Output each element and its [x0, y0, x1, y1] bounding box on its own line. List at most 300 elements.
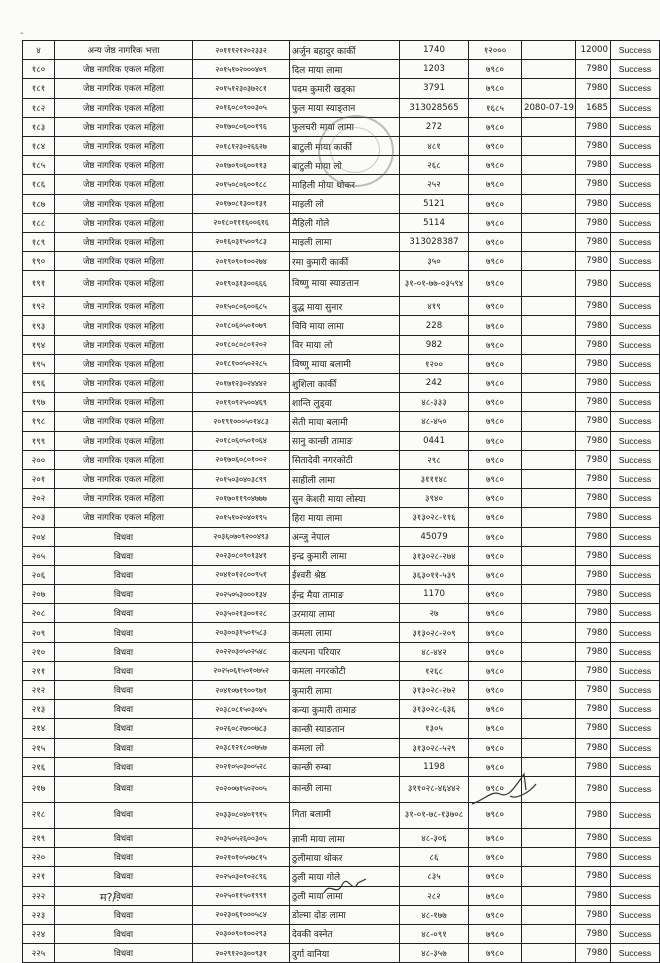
status-cell: Success: [611, 194, 660, 213]
table-row: [23, 335, 660, 354]
citizenship-number-cell: ४८-३५७: [400, 944, 469, 963]
citizenship-number-cell: 1203: [400, 60, 469, 79]
citizenship-number-cell: 1170: [400, 585, 469, 604]
beneficiary-id-cell: २०२२०३०५०२५४८: [193, 642, 290, 661]
citizenship-number-cell: ३१-०१-७७-०३५९४: [400, 271, 469, 297]
category-cell: विधवा: [55, 848, 193, 867]
payment-date-cell: [522, 867, 576, 886]
citizenship-number-cell: १३०५: [400, 719, 469, 738]
beneficiary-name-cell: ज्ञानी माया लामा: [290, 828, 400, 847]
citizenship-number-cell: ३१३०२८-२०९: [400, 623, 469, 642]
citizenship-number-cell: ४८-३०६: [400, 828, 469, 847]
table-row: [23, 757, 660, 776]
beneficiary-id-cell: २०१८१००५०२२८५: [193, 354, 290, 373]
beneficiary-name-cell: शान्ति लुड्वा: [290, 393, 400, 412]
beneficiary-name-cell: माइली लामा: [290, 232, 400, 251]
payment-date-cell: [522, 661, 576, 680]
payment-date-cell: [522, 431, 576, 450]
paid-amount-cell: 7980: [576, 776, 611, 802]
status-cell: Success: [611, 565, 660, 584]
table-row: [23, 156, 660, 175]
beneficiary-id-cell: २०३००३१५०१५८३: [193, 623, 290, 642]
beneficiary-id-cell: २०४१०१२८००९५१: [193, 565, 290, 584]
status-cell: Success: [611, 944, 660, 963]
allowance-amount-cell: ७९८०: [469, 848, 522, 867]
beneficiary-id-cell: २०१७०८१३००१३१: [193, 194, 290, 213]
beneficiary-name-cell: विष्णु माया बलामी: [290, 354, 400, 373]
allowance-amount-cell: ७९८०: [469, 905, 522, 924]
category-cell: जेष्ठ नागरिक एकल महिला: [55, 156, 193, 175]
beneficiary-id-cell: २०१७०११९०४७७७: [193, 489, 290, 508]
category-cell: अन्य जेष्ठ नागरिक भत्ता: [55, 41, 193, 60]
serial-number-cell: १९५: [23, 354, 55, 373]
paid-amount-cell: 7980: [576, 681, 611, 700]
paid-amount-cell: 7980: [576, 194, 611, 213]
category-cell: विधवा: [55, 527, 193, 546]
beneficiary-name-cell: सानु कान्छी तामाङ: [290, 431, 400, 450]
paid-amount-cell: 7980: [576, 213, 611, 232]
beneficiary-id-cell: २०१७१२३०२४४४२: [193, 374, 290, 393]
beneficiary-id-cell: २०२६०८२७००७८३: [193, 719, 290, 738]
serial-number-cell: ४: [23, 41, 55, 60]
serial-number-cell: १८९: [23, 232, 55, 251]
citizenship-number-cell: २९८: [400, 450, 469, 469]
paid-amount-cell: 7980: [576, 905, 611, 924]
serial-number-cell: २०७: [23, 585, 55, 604]
table-body: [23, 41, 660, 963]
table-row: [23, 700, 660, 719]
table-row: [23, 213, 660, 232]
paid-amount-cell: 7980: [576, 117, 611, 136]
category-cell: विधवा: [55, 886, 193, 905]
serial-number-cell: १९३: [23, 316, 55, 335]
serial-number-cell: २२२: [23, 886, 55, 905]
category-cell: जेष्ठ नागरिक एकल महिला: [55, 469, 193, 488]
allowance-amount-cell: ७९८०: [469, 642, 522, 661]
category-cell: जेष्ठ नागरिक एकल महिला: [55, 393, 193, 412]
serial-number-cell: १८८: [23, 213, 55, 232]
category-cell: विधवा: [55, 623, 193, 642]
category-cell: जेष्ठ नागरिक एकल महिला: [55, 316, 193, 335]
serial-number-cell: २२१: [23, 867, 55, 886]
allowance-amount-cell: ७९८०: [469, 117, 522, 136]
status-cell: Success: [611, 489, 660, 508]
status-cell: Success: [611, 757, 660, 776]
table-row: [23, 412, 660, 431]
beneficiary-name-cell: दिल माया लामा: [290, 60, 400, 79]
serial-number-cell: १९७: [23, 393, 55, 412]
beneficiary-name-cell: फुल माया स्याङ्तान: [290, 98, 400, 117]
status-cell: Success: [611, 354, 660, 373]
beneficiary-name-cell: बाटुली माया कार्की: [290, 136, 400, 155]
table-row: [23, 175, 660, 194]
beneficiary-id-cell: २०३६०७०९२००४९३: [193, 527, 290, 546]
beneficiary-name-cell: कमला नगरकोटी: [290, 661, 400, 680]
beneficiary-id-cell: २०१५१२३०३७२८१: [193, 79, 290, 98]
paid-amount-cell: 7980: [576, 354, 611, 373]
beneficiary-id-cell: २०१९०३१३००६६६: [193, 271, 290, 297]
allowance-amount-cell: ७९८०: [469, 175, 522, 194]
allowance-amount-cell: ७९८०: [469, 738, 522, 757]
citizenship-number-cell: २६८: [400, 156, 469, 175]
payment-date-cell: [522, 700, 576, 719]
beneficiary-name-cell: हिरा माया लामा: [290, 508, 400, 527]
beneficiary-name-cell: रमा कुमारी कार्की: [290, 252, 400, 271]
status-cell: Success: [611, 585, 660, 604]
beneficiary-name-cell: कन्या कुमारी तामाङ: [290, 700, 400, 719]
allowance-amount-cell: ७९८०: [469, 469, 522, 488]
allowance-amount-cell: ७९८०: [469, 527, 522, 546]
serial-number-cell: १९१: [23, 271, 55, 297]
beneficiary-id-cell: २०१८०६०५०१०६४: [193, 431, 290, 450]
citizenship-number-cell: ३११०२८-४६४४२: [400, 776, 469, 802]
category-cell: जेष्ठ नागरिक एकल महिला: [55, 232, 193, 251]
beneficiary-id-cell: २०३८०८१५०३०४५: [193, 700, 290, 719]
allowance-amount-cell: ७९८०: [469, 412, 522, 431]
payment-date-cell: 2080-07-19: [522, 98, 576, 117]
category-cell: विधवा: [55, 565, 193, 584]
allowance-amount-cell: ७९८०: [469, 802, 522, 828]
payment-date-cell: [522, 60, 576, 79]
serial-number-cell: २०५: [23, 546, 55, 565]
beneficiary-name-cell: साहीली लामा: [290, 469, 400, 488]
payment-date-cell: [522, 354, 576, 373]
serial-number-cell: १८३: [23, 117, 55, 136]
table-row: [23, 374, 660, 393]
beneficiary-name-cell: शुशिला कार्की: [290, 374, 400, 393]
serial-number-cell: २१८: [23, 802, 55, 828]
serial-number-cell: २११: [23, 661, 55, 680]
category-cell: विधवा: [55, 867, 193, 886]
payment-date-cell: [522, 469, 576, 488]
status-cell: Success: [611, 450, 660, 469]
status-cell: Success: [611, 252, 660, 271]
beneficiary-table: [22, 40, 660, 963]
table-row: [23, 623, 660, 642]
beneficiary-id-cell: २०२५०११५०१९९१: [193, 886, 290, 905]
allowance-amount-cell: ७९८०: [469, 944, 522, 963]
beneficiary-name-cell: विवि माया लामा: [290, 316, 400, 335]
table-row: [23, 194, 660, 213]
citizenship-number-cell: 5114: [400, 213, 469, 232]
status-cell: Success: [611, 546, 660, 565]
paid-amount-cell: 7980: [576, 738, 611, 757]
citizenship-number-cell: ४८-३३३: [400, 393, 469, 412]
citizenship-number-cell: ३१३०२८-५२९: [400, 738, 469, 757]
beneficiary-id-cell: २०१९१०००५०१४८३: [193, 412, 290, 431]
beneficiary-name-cell: उरमाया लामा: [290, 604, 400, 623]
payment-date-cell: [522, 604, 576, 623]
citizenship-number-cell: २५२: [400, 175, 469, 194]
beneficiary-name-cell: पदम कुमारी खड्का: [290, 79, 400, 98]
allowance-amount-cell: ७९८०: [469, 431, 522, 450]
category-cell: जेष्ठ नागरिक एकल महिला: [55, 412, 193, 431]
category-cell: विधवा: [55, 642, 193, 661]
allowance-amount-cell: ७९८०: [469, 450, 522, 469]
table-row: [23, 681, 660, 700]
category-cell: विधवा: [55, 924, 193, 943]
paid-amount-cell: 7980: [576, 79, 611, 98]
payment-date-cell: [522, 136, 576, 155]
beneficiary-id-cell: २०३८१२१८००७५७: [193, 738, 290, 757]
payment-date-cell: [522, 585, 576, 604]
citizenship-number-cell: 45079: [400, 527, 469, 546]
citizenship-number-cell: ३१३०२८-२७२: [400, 681, 469, 700]
beneficiary-name-cell: ठुलीमाया थोकर: [290, 848, 400, 867]
payment-date-cell: [522, 374, 576, 393]
serial-number-cell: १८२: [23, 98, 55, 117]
serial-number-cell: १९४: [23, 335, 55, 354]
status-cell: Success: [611, 623, 660, 642]
beneficiary-id-cell: २०१८१२३०२६६२७: [193, 136, 290, 155]
status-cell: Success: [611, 335, 660, 354]
category-cell: विधवा: [55, 700, 193, 719]
category-cell: जेष्ठ नागरिक एकल महिला: [55, 252, 193, 271]
beneficiary-name-cell: वुद्ध माया सुनार: [290, 297, 400, 316]
paid-amount-cell: 7980: [576, 489, 611, 508]
allowance-amount-cell: ७९८०: [469, 661, 522, 680]
payment-date-cell: [522, 886, 576, 905]
table-row: [23, 354, 660, 373]
serial-number-cell: २०८: [23, 604, 55, 623]
payment-date-cell: [522, 175, 576, 194]
payment-date-cell: [522, 642, 576, 661]
status-cell: Success: [611, 848, 660, 867]
beneficiary-name-cell: ईन्द्र मैया तामाङ: [290, 585, 400, 604]
serial-number-cell: १९६: [23, 374, 55, 393]
status-cell: Success: [611, 719, 660, 738]
allowance-amount-cell: ७९८०: [469, 354, 522, 373]
paid-amount-cell: 12000: [576, 41, 611, 60]
paid-amount-cell: 7980: [576, 828, 611, 847]
beneficiary-name-cell: माइली लो: [290, 194, 400, 213]
beneficiary-id-cell: २०१५०३०४०३८९९: [193, 469, 290, 488]
allowance-amount-cell: ७९८०: [469, 335, 522, 354]
category-cell: जेष्ठ नागरिक एकल महिला: [55, 60, 193, 79]
citizenship-number-cell: ८३५: [400, 867, 469, 886]
beneficiary-id-cell: २०२००७१५०२००५: [193, 776, 290, 802]
category-cell: जेष्ठ नागरिक एकल महिला: [55, 374, 193, 393]
serial-number-cell: १८४: [23, 136, 55, 155]
status-cell: Success: [611, 297, 660, 316]
beneficiary-name-cell: अर्जुन बहादुर कार्की: [290, 41, 400, 60]
beneficiary-name-cell: गिता बलामी: [290, 802, 400, 828]
citizenship-number-cell: ३६३०११-५३९: [400, 565, 469, 584]
table-row: [23, 719, 660, 738]
beneficiary-name-cell: देवकी वस्नेत: [290, 924, 400, 943]
serial-number-cell: १८०: [23, 60, 55, 79]
category-cell: विधवा: [55, 738, 193, 757]
table-row: [23, 527, 660, 546]
allowance-amount-cell: ७९८०: [469, 213, 522, 232]
status-cell: Success: [611, 738, 660, 757]
category-cell: जेष्ठ नागरिक एकल महिला: [55, 117, 193, 136]
table-row: [23, 585, 660, 604]
citizenship-number-cell: २७: [400, 604, 469, 623]
citizenship-number-cell: 242: [400, 374, 469, 393]
table-row: [23, 98, 660, 117]
table-row: [23, 867, 660, 886]
table-row: [23, 271, 660, 297]
status-cell: Success: [611, 642, 660, 661]
table-row: [23, 450, 660, 469]
allowance-amount-cell: १२०००: [469, 41, 522, 60]
category-cell: जेष्ठ नागरिक एकल महिला: [55, 175, 193, 194]
payment-date-cell: [522, 802, 576, 828]
beneficiary-name-cell: कान्छी रुम्बा: [290, 757, 400, 776]
paid-amount-cell: 7980: [576, 156, 611, 175]
payment-date-cell: [522, 623, 576, 642]
payment-date-cell: [522, 905, 576, 924]
table-row: [23, 848, 660, 867]
category-cell: विधवा: [55, 546, 193, 565]
beneficiary-name-cell: मैहिली गोले: [290, 213, 400, 232]
allowance-amount-cell: ७९८०: [469, 271, 522, 297]
citizenship-number-cell: 1740: [400, 41, 469, 60]
serial-number-cell: २१०: [23, 642, 55, 661]
beneficiary-name-cell: दुर्गा वानिया: [290, 944, 400, 963]
serial-number-cell: २०९: [23, 623, 55, 642]
table-row: [23, 828, 660, 847]
category-cell: जेष्ठ नागरिक एकल महिला: [55, 354, 193, 373]
category-cell: विधवा: [55, 719, 193, 738]
citizenship-number-cell: 0441: [400, 431, 469, 450]
citizenship-number-cell: 982: [400, 335, 469, 354]
paid-amount-cell: 7980: [576, 924, 611, 943]
beneficiary-name-cell: ठुली माया गोले: [290, 867, 400, 886]
paid-amount-cell: 7980: [576, 469, 611, 488]
paid-amount-cell: 7980: [576, 450, 611, 469]
beneficiary-id-cell: २०४१०७१९००९७१: [193, 681, 290, 700]
allowance-amount-cell: ७९८०: [469, 828, 522, 847]
payment-date-cell: [522, 450, 576, 469]
table-row: [23, 508, 660, 527]
citizenship-number-cell: 272: [400, 117, 469, 136]
payment-date-cell: [522, 335, 576, 354]
payment-date-cell: [522, 527, 576, 546]
paid-amount-cell: 7980: [576, 623, 611, 642]
beneficiary-name-cell: कल्पना परियार: [290, 642, 400, 661]
serial-number-cell: २२३: [23, 905, 55, 924]
serial-number-cell: १८६: [23, 175, 55, 194]
payment-date-cell: [522, 828, 576, 847]
status-cell: Success: [611, 156, 660, 175]
beneficiary-id-cell: २०१६०८०९००३०५: [193, 98, 290, 117]
payment-date-cell: [522, 117, 576, 136]
payment-date-cell: [522, 944, 576, 963]
category-cell: जेष्ठ नागरिक एकल महिला: [55, 213, 193, 232]
category-cell: विधवा: [55, 944, 193, 963]
beneficiary-name-cell: ईश्वरी श्रेष्ठ: [290, 565, 400, 584]
paid-amount-cell: 7980: [576, 136, 611, 155]
status-cell: Success: [611, 431, 660, 450]
status-cell: Success: [611, 604, 660, 623]
status-cell: Success: [611, 508, 660, 527]
citizenship-number-cell: ४१९: [400, 297, 469, 316]
paid-amount-cell: 7980: [576, 642, 611, 661]
allowance-amount-cell: ७९८०: [469, 924, 522, 943]
table-row: [23, 738, 660, 757]
serial-number-cell: २०३: [23, 508, 55, 527]
serial-number-cell: १९९: [23, 431, 55, 450]
paid-amount-cell: 7980: [576, 886, 611, 905]
payment-date-cell: [522, 297, 576, 316]
category-cell: जेष्ठ नागरिक एकल महिला: [55, 489, 193, 508]
table-row: [23, 393, 660, 412]
serial-number-cell: २१४: [23, 719, 55, 738]
citizenship-number-cell: १२००: [400, 354, 469, 373]
paid-amount-cell: 7980: [576, 585, 611, 604]
citizenship-number-cell: 228: [400, 316, 469, 335]
serial-number-cell: २१९: [23, 828, 55, 847]
category-cell: विधवा: [55, 757, 193, 776]
beneficiary-id-cell: २०३००९०१००२९३: [193, 924, 290, 943]
beneficiary-name-cell: सुन केशरी माया लोस्या: [290, 489, 400, 508]
status-cell: Success: [611, 374, 660, 393]
paid-amount-cell: 7980: [576, 393, 611, 412]
beneficiary-id-cell: २०२१०१०५०७८१५: [193, 848, 290, 867]
beneficiary-name-cell: सितादेवी नगरकोटी: [290, 450, 400, 469]
status-cell: Success: [611, 886, 660, 905]
beneficiary-name-cell: सेती माया बलामी: [290, 412, 400, 431]
beneficiary-id-cell: २०१५१०२०४०१९५: [193, 508, 290, 527]
payment-date-cell: [522, 316, 576, 335]
handwritten-footer-note: म?/.: [100, 891, 120, 904]
allowance-amount-cell: ७९८०: [469, 776, 522, 802]
citizenship-number-cell: ३१३०२८-११६: [400, 508, 469, 527]
beneficiary-id-cell: २०२५०५३०००१३४: [193, 585, 290, 604]
status-cell: Success: [611, 867, 660, 886]
citizenship-number-cell: ८६: [400, 848, 469, 867]
citizenship-number-cell: १२६८: [400, 661, 469, 680]
paid-amount-cell: 7980: [576, 60, 611, 79]
top-margin-mark: -: [20, 28, 24, 39]
allowance-amount-cell: ७९८०: [469, 681, 522, 700]
beneficiary-name-cell: कमला लामा: [290, 623, 400, 642]
paid-amount-cell: 7980: [576, 848, 611, 867]
status-cell: Success: [611, 271, 660, 297]
beneficiary-id-cell: २०१११२१२०२३३२: [193, 41, 290, 60]
citizenship-number-cell: ४८-४५०: [400, 412, 469, 431]
paid-amount-cell: 7980: [576, 757, 611, 776]
allowance-amount-cell: ७९८०: [469, 700, 522, 719]
payment-date-cell: [522, 565, 576, 584]
status-cell: Success: [611, 905, 660, 924]
payment-date-cell: [522, 156, 576, 175]
category-cell: जेष्ठ नागरिक एकल महिला: [55, 431, 193, 450]
beneficiary-name-cell: विष्णु माया स्याङतान: [290, 271, 400, 297]
serial-number-cell: २००: [23, 450, 55, 469]
beneficiary-id-cell: २०१५१०२०००४०९: [193, 60, 290, 79]
citizenship-number-cell: 1198: [400, 757, 469, 776]
citizenship-number-cell: २८२: [400, 886, 469, 905]
allowance-amount-cell: ७९८०: [469, 316, 522, 335]
allowance-amount-cell: ७९८०: [469, 546, 522, 565]
paid-amount-cell: 7980: [576, 252, 611, 271]
beneficiary-name-cell: विर माया लो: [290, 335, 400, 354]
paid-amount-cell: 7980: [576, 431, 611, 450]
status-cell: Success: [611, 527, 660, 546]
beneficiary-id-cell: २०१६०३१५००९८३: [193, 232, 290, 251]
citizenship-number-cell: ३५०: [400, 252, 469, 271]
beneficiary-id-cell: २०१९०९०१००२७४: [193, 252, 290, 271]
payment-date-cell: [522, 393, 576, 412]
beneficiary-name-cell: कान्छी लामा: [290, 776, 400, 802]
citizenship-number-cell: ३१-०१-७८-१३७०८: [400, 802, 469, 828]
paid-amount-cell: 7980: [576, 335, 611, 354]
beneficiary-id-cell: २०१५०८०६००१८८: [193, 175, 290, 194]
payment-date-cell: [522, 252, 576, 271]
